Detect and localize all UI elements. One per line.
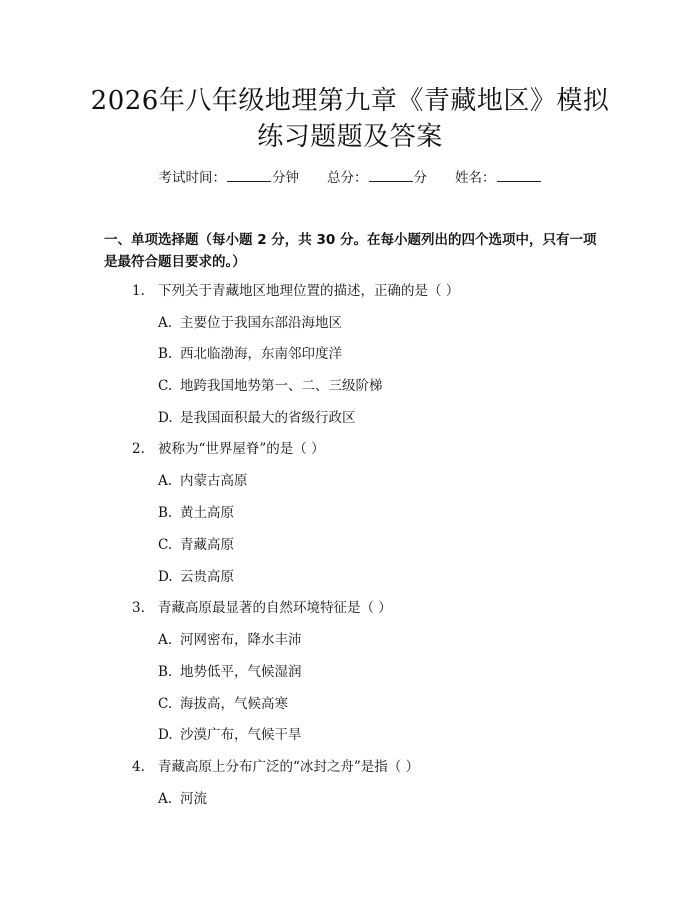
option-text: 海拔高，气候高寒 (180, 696, 288, 712)
option-text: 河网密布，降水丰沛 (180, 632, 302, 648)
option-letter: C. (158, 537, 173, 553)
question-2-option-b (158, 502, 598, 524)
option-text: 是我国面积最大的省级行政区 (180, 410, 356, 426)
question-3 (132, 597, 612, 619)
question-text: 被称为“世界屋脊”的是（ ） (158, 441, 325, 457)
option-text: 河流 (180, 791, 207, 807)
option-text: 地势低平，气候湿润 (180, 664, 302, 680)
question-2 (132, 438, 612, 460)
question-text: 青藏高原最显著的自然环境特征是（ ） (158, 600, 392, 616)
exam-time-unit: 分钟 (272, 170, 299, 186)
option-letter: A. (158, 315, 173, 331)
exam-meta (0, 166, 700, 189)
exam-time-blank (227, 166, 271, 182)
option-letter: D. (158, 410, 173, 426)
page-title-line-1: 2026年八年级地理第九章《青藏地区》模拟 (90, 86, 610, 116)
option-letter: B. (158, 346, 173, 362)
page-title-line-2: 练习题题及答案 (257, 122, 443, 152)
option-text: 西北临渤海，东南邻印度洋 (180, 346, 342, 362)
option-letter: A. (158, 791, 173, 807)
option-letter: B. (158, 664, 173, 680)
option-letter: A. (158, 632, 173, 648)
option-text: 青藏高原 (180, 537, 234, 553)
option-letter: C. (158, 696, 173, 712)
question-number: 3. (132, 600, 145, 616)
option-letter: B. (158, 505, 173, 521)
question-2-option-c (158, 534, 598, 556)
question-1 (132, 280, 612, 302)
question-3-option-d (158, 724, 598, 746)
exam-score-blank (369, 166, 413, 182)
exam-time (159, 166, 300, 189)
question-1-option-b (158, 343, 598, 365)
option-text: 地跨我国地势第一、二、三级阶梯 (180, 378, 383, 394)
option-text: 主要位于我国东部沿海地区 (180, 315, 342, 331)
option-letter: D. (158, 727, 173, 743)
exam-score-label: 总分： (327, 170, 368, 186)
question-text: 下列关于青藏地区地理位置的描述，正确的是（ ） (158, 283, 460, 299)
question-3-option-a (158, 629, 598, 651)
question-1-option-d (158, 407, 598, 429)
question-number: 2. (132, 441, 145, 457)
option-text: 黄土高原 (180, 505, 234, 521)
question-2-option-d (158, 566, 598, 588)
question-1-option-c (158, 375, 598, 397)
question-1-option-a (158, 312, 598, 334)
section-heading-line-1: 一、单项选择题（每小题 2 分，共 30 分。在每小题列出的四个选项中，只有一项 (104, 232, 597, 248)
exam-time-label: 考试时间： (158, 170, 226, 186)
option-letter: A. (158, 473, 173, 489)
question-number: 1. (132, 283, 145, 299)
student-name-blank (497, 166, 541, 182)
option-text: 沙漠广布，气候干旱 (180, 727, 302, 743)
exam-score (327, 166, 427, 189)
question-4-option-a (158, 788, 598, 810)
student-name (455, 166, 542, 189)
option-letter: D. (158, 569, 173, 585)
question-3-option-b (158, 661, 598, 683)
question-4 (132, 756, 612, 778)
option-letter: C. (158, 378, 173, 394)
option-text: 内蒙古高原 (180, 473, 248, 489)
question-number: 4. (132, 759, 145, 775)
section-heading-line-2: 是最符合题目要求的。） (104, 254, 246, 270)
question-3-option-c (158, 693, 598, 715)
exam-score-unit: 分 (413, 170, 427, 186)
option-text: 云贵高原 (180, 569, 234, 585)
student-name-label: 姓名： (455, 170, 496, 186)
question-text: 青藏高原上分布广泛的“冰封之舟”是指（ ） (158, 759, 420, 775)
question-2-option-a (158, 470, 598, 492)
